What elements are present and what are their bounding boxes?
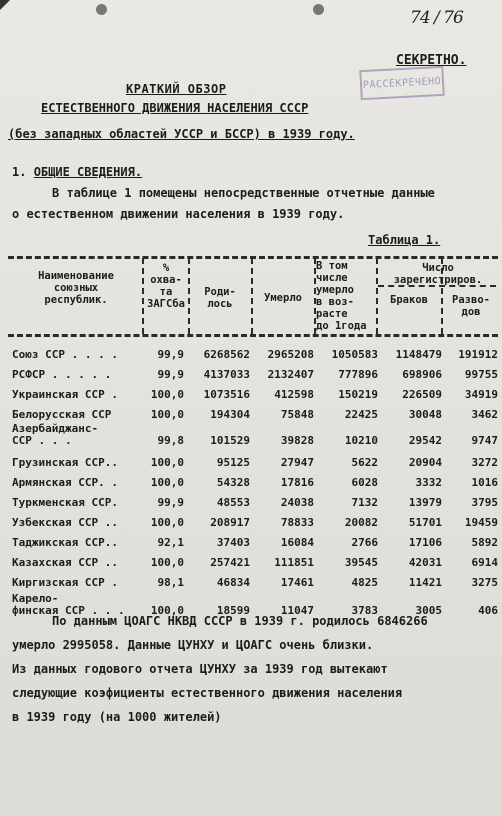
header-text: В том: [316, 260, 348, 272]
cell-deaths: 412598: [274, 388, 314, 401]
cell-births: 194304: [210, 408, 250, 421]
cell-births: 95125: [216, 456, 250, 469]
cell-marriages: 698906: [402, 368, 442, 381]
cell-divorces: 9747: [471, 434, 498, 447]
cell-infant: 5622: [351, 456, 378, 469]
cell-infant: 7132: [351, 496, 378, 509]
cell-births: 37403: [216, 536, 250, 549]
cell-marriages: 42031: [408, 556, 442, 569]
cell-infant: 4825: [351, 576, 378, 589]
cell-divorces: 406: [478, 604, 498, 617]
cell-pct: 100,0: [150, 556, 184, 569]
cell-divorces: 1016: [471, 476, 498, 489]
cell-births: 1073516: [203, 388, 250, 401]
cell-divorces: 19459: [464, 516, 498, 529]
cell-deaths: 27947: [280, 456, 314, 469]
cell-name: РСФСР . . . . .: [12, 368, 112, 381]
cell-name: Казахская ССР ..: [12, 556, 118, 569]
cell-deaths: 2132407: [267, 368, 314, 381]
cell-pct: 98,1: [157, 576, 184, 589]
header-marriages: [378, 294, 440, 306]
cell-infant: 150219: [338, 388, 378, 401]
header-divorces: [443, 294, 499, 318]
paragraph-line: в 1939 году (на 1000 жителей): [12, 710, 222, 724]
cell-pct: 100,0: [150, 516, 184, 529]
cell-pct: 100,0: [150, 456, 184, 469]
header-text: числе: [316, 272, 348, 284]
cell-pct: 99,9: [157, 368, 184, 381]
header-coverage: [144, 262, 188, 310]
table-row: [0, 388, 502, 404]
cell-deaths: 75848: [280, 408, 314, 421]
table-top-rule: [8, 256, 498, 259]
cell-name: Белорусская ССР: [12, 408, 112, 421]
punch-hole: [313, 4, 324, 15]
title-line-2: ЕСТЕСТВЕННОГО ДВИЖЕНИЯ НАСЕЛЕНИЯ СССР: [41, 101, 309, 115]
declassified-stamp: РАССЕКРЕЧЕНО: [359, 66, 444, 100]
cell-infant: 22425: [344, 408, 378, 421]
header-text: Умерло: [264, 292, 302, 304]
cell-name: Украинская ССР .: [12, 388, 118, 401]
cell-marriages: 51701: [408, 516, 442, 529]
cell-divorces: 3272: [471, 456, 498, 469]
cell-deaths: 111851: [274, 556, 314, 569]
cell-marriages: 226509: [402, 388, 442, 401]
cell-name: Таджикская ССР..: [12, 536, 118, 549]
header-text: дов: [461, 306, 481, 318]
title-line-3: (без западных областей УССР и БССР) в 1939 году.: [8, 127, 355, 141]
cell-name: Киргизская ССР .: [12, 576, 118, 589]
table-row: [0, 476, 502, 492]
cell-births: 4137033: [203, 368, 250, 381]
header-text: Разво-: [452, 294, 490, 306]
intro-line-1: В таблице 1 помещены непосредственные отчетные данные: [52, 186, 435, 200]
cell-pct: 99,9: [157, 348, 184, 361]
cell-infant: 3783: [351, 604, 378, 617]
archive-page-number: 74 / 76: [410, 8, 463, 28]
cell-divorces: 3795: [471, 496, 498, 509]
header-text: республик.: [44, 294, 108, 306]
cell-deaths: 24038: [280, 496, 314, 509]
table-row: [0, 496, 502, 512]
cell-pct: 99,8: [157, 434, 184, 447]
cell-name: Грузинская ССР..: [12, 456, 118, 469]
cell-name: Союз ССР . . . .: [12, 348, 118, 361]
table-row: [0, 576, 502, 592]
paragraph-line: Из данных годового отчета ЦУНХУ за 1939 год вытекают: [12, 662, 388, 676]
table-row: [0, 422, 502, 450]
cell-deaths: 2965208: [267, 348, 314, 361]
paragraph-line: следующие коэфициенты естественного движения населения: [12, 686, 403, 700]
cell-births: 48553: [216, 496, 250, 509]
cell-divorces: 34919: [464, 388, 498, 401]
cell-deaths: 17816: [280, 476, 314, 489]
cell-marriages: 17106: [408, 536, 442, 549]
cell-infant: 1050583: [331, 348, 378, 361]
paragraph-line: По данным ЦОАГС НКВД СССР в 1939 г. родилось 6846266: [52, 614, 428, 628]
section-number: 1.: [12, 165, 27, 179]
header-births: [190, 286, 250, 310]
cell-deaths: 16084: [280, 536, 314, 549]
cell-marriages: 11421: [408, 576, 442, 589]
cell-divorces: 6914: [471, 556, 498, 569]
cell-infant: 39545: [344, 556, 378, 569]
header-text: зарегистриров.: [393, 274, 483, 286]
section-heading: [12, 165, 142, 179]
header-text: Число: [422, 262, 454, 274]
cell-births: 6268562: [203, 348, 250, 361]
cell-divorces: 5892: [471, 536, 498, 549]
cell-infant: 2766: [351, 536, 378, 549]
cell-deaths: 11047: [280, 604, 314, 617]
cell-marriages: 30048: [408, 408, 442, 421]
table-row: [0, 348, 502, 364]
cell-divorces: 99755: [464, 368, 498, 381]
header-text: %: [162, 262, 170, 274]
header-text: умерло: [316, 284, 354, 296]
header-text: ЗАГСба: [147, 298, 185, 310]
header-text: Наименование: [38, 270, 114, 282]
table-header-rule: [8, 334, 498, 337]
header-text: до 1года: [316, 320, 367, 332]
section-title: ОБЩИЕ СВЕДЕНИЯ.: [33, 165, 143, 179]
cell-pct: 100,0: [150, 388, 184, 401]
header-text: та: [159, 286, 173, 298]
header-text: в воз-: [316, 296, 354, 308]
header-infant-deaths: [316, 260, 376, 332]
cell-marriages: 13979: [408, 496, 442, 509]
cell-marriages: 1148479: [395, 348, 442, 361]
cell-births: 208917: [210, 516, 250, 529]
cell-deaths: 39828: [280, 434, 314, 447]
cell-births: 257421: [210, 556, 250, 569]
classification-label: СЕКРЕТНО.: [396, 53, 467, 68]
cell-name: Узбекская ССР ..: [12, 516, 118, 529]
cell-pct: 100,0: [150, 476, 184, 489]
cell-infant: 10210: [344, 434, 378, 447]
row-name-line: Азербайджанс-: [12, 422, 99, 435]
cell-births: 101529: [210, 434, 250, 447]
header-text: Роди-: [204, 286, 236, 298]
header-registered-group: [378, 262, 498, 286]
cell-pct: 100,0: [150, 408, 184, 421]
cell-name: Армянская ССР. .: [12, 476, 118, 489]
cell-pct: 99,9: [157, 496, 184, 509]
cell-divorces: 3275: [471, 576, 498, 589]
cell-marriages: 3332: [415, 476, 442, 489]
table-row: [0, 556, 502, 572]
table-row: [0, 516, 502, 532]
header-name: [14, 270, 138, 306]
cell-divorces: 3462: [471, 408, 498, 421]
cell-births: 54328: [216, 476, 250, 489]
cell-infant: 6028: [351, 476, 378, 489]
header-text: расте: [316, 308, 348, 320]
table-row: [0, 368, 502, 384]
table-row: [0, 456, 502, 472]
cell-deaths: 17461: [280, 576, 314, 589]
cell-marriages: 3005: [415, 604, 442, 617]
cell-marriages: 29542: [408, 434, 442, 447]
cell-pct: 92,1: [157, 536, 184, 549]
header-text: охва-: [150, 274, 182, 286]
cell-births: 18599: [216, 604, 250, 617]
header-text: союзных: [53, 282, 99, 294]
cell-infant: 777896: [338, 368, 378, 381]
title-line-1: КРАТКИЙ ОБЗОР: [126, 82, 227, 96]
cell-name: Туркменская ССР.: [12, 496, 118, 509]
table-row: [0, 536, 502, 552]
intro-line-2: о естественном движении населения в 1939 году.: [12, 207, 345, 221]
row-name-line: Карело-: [12, 592, 59, 605]
cell-name: финская ССР . . .: [12, 604, 125, 617]
paragraph-line: умерло 2995058. Данные ЦУНХУ и ЦОАГС очень близки.: [12, 638, 374, 652]
cell-name: ССР . . .: [12, 434, 72, 447]
cell-divorces: 191912: [458, 348, 498, 361]
cell-pct: 100,0: [150, 604, 184, 617]
table-label: Таблица 1.: [368, 233, 441, 247]
cell-births: 46834: [216, 576, 250, 589]
header-text: Браков: [390, 294, 428, 306]
punch-hole: [96, 4, 107, 15]
header-text: лось: [207, 298, 233, 310]
cell-deaths: 78833: [280, 516, 314, 529]
cell-marriages: 20904: [408, 456, 442, 469]
corner-mark: [0, 0, 10, 10]
header-deaths: [253, 292, 313, 304]
cell-infant: 20082: [344, 516, 378, 529]
